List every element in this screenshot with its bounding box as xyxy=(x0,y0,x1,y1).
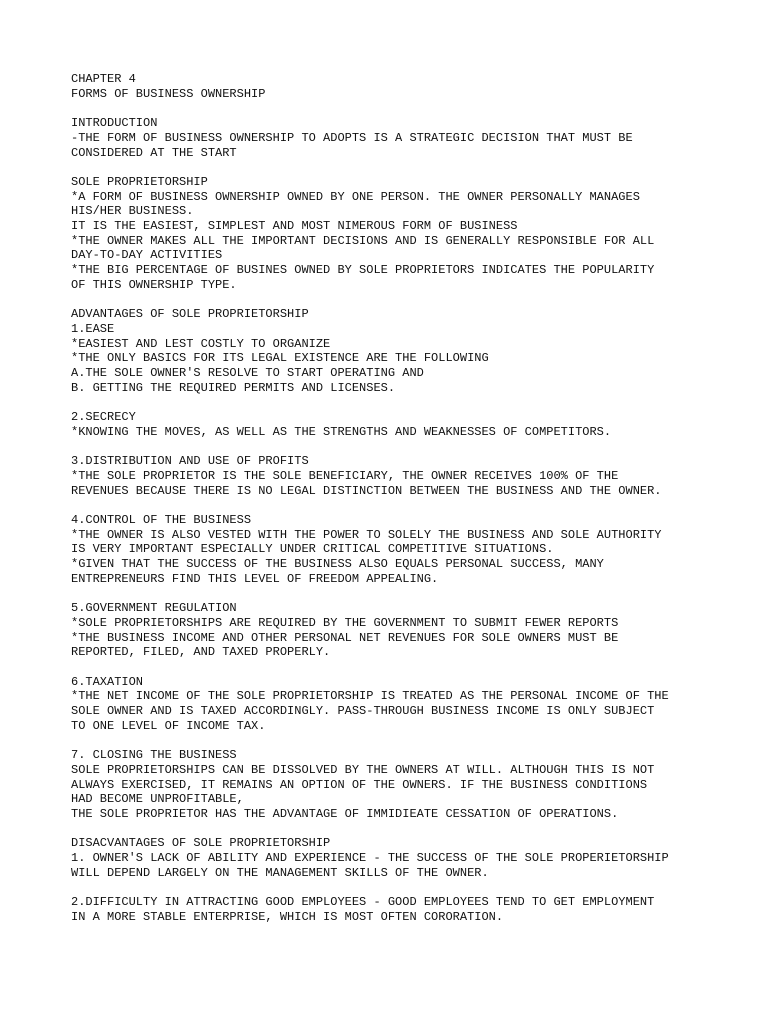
section-distribution-profits xyxy=(71,454,751,498)
text-line: OF THIS OWNERSHIP TYPE. xyxy=(71,277,237,292)
section-heading-line: CHAPTER 4 xyxy=(71,72,136,86)
text-line: SOLE PROPRIETORSHIPS CAN BE DISSOLVED BY THE OWNERS AT WILL. ALTHOUGH THIS IS NOT xyxy=(71,762,655,777)
section-chapter-heading xyxy=(71,72,751,101)
text-line: HAD BECOME UNPROFITABLE, xyxy=(71,792,244,807)
section-heading-line: 3.DISTRIBUTION AND USE OF PROFITS xyxy=(71,454,309,469)
section-disadvantages xyxy=(71,836,751,880)
text-line: *THE BIG PERCENTAGE OF BUSINES OWNED BY SOLE PROPRIETORS INDICATES THE POPULARITY xyxy=(71,263,655,278)
section-closing xyxy=(71,748,751,822)
section-heading-line: DISACVANTAGES OF SOLE PROPRIETORSHIP xyxy=(71,836,331,851)
text-line: *EASIEST AND LEST COSTLY TO ORGANIZE xyxy=(71,336,331,351)
text-line: ALWAYS EXERCISED, IT REMAINS AN OPTION OF THE OWNERS. IF THE BUSINESS CONDITIONS xyxy=(71,777,648,792)
section-heading-line: 5.GOVERNMENT REGULATION xyxy=(71,601,237,616)
section-heading-line: ADVANTAGES OF SOLE PROPRIETORSHIP xyxy=(71,307,309,322)
text-line: *SOLE PROPRIETORSHIPS ARE REQUIRED BY THE GOVERNMENT TO SUBMIT FEWER REPORTS xyxy=(71,615,619,630)
document-page xyxy=(71,72,751,939)
text-line: FORMS OF BUSINESS OWNERSHIP xyxy=(71,86,266,101)
text-line: ENTREPRENEURS FIND THIS LEVEL OF FREEDOM APPEALING. xyxy=(71,571,439,586)
text-line: *GIVEN THAT THE SUCCESS OF THE BUSINESS ALSO EQUALS PERSONAL SUCCESS, MANY xyxy=(71,557,604,572)
text-line: WILL DEPEND LARGELY ON THE MANAGEMENT SKILLS OF THE OWNER. xyxy=(71,865,489,880)
text-line: TO ONE LEVEL OF INCOME TAX. xyxy=(71,718,266,733)
section-heading-line: 6.TAXATION xyxy=(71,674,144,689)
text-line: IT IS THE EASIEST, SIMPLEST AND MOST NIMEROUS FORM OF BUSINESS xyxy=(71,219,518,233)
section-heading-line: 2.SECRECY xyxy=(71,410,136,425)
text-line: 1. OWNER'S LACK OF ABILITY AND EXPERIENCE - THE SUCCESS OF THE SOLE PROPERIETORSHIP xyxy=(71,851,669,866)
section-secrecy xyxy=(71,410,751,439)
section-heading-line: INTRODUCTION xyxy=(71,116,158,131)
text-line: SOLE OWNER AND IS TAXED ACCORDINGLY. PASS-THROUGH BUSINESS INCOME IS ONLY SUBJECT xyxy=(71,704,655,719)
text-line: *THE OWNER MAKES ALL THE IMPORTANT DECISIONS AND IS GENERALLY RESPONSIBLE FOR ALL xyxy=(71,233,655,248)
text-line: REPORTED, FILED, AND TAXED PROPERLY. xyxy=(71,645,331,660)
section-advantages-ease xyxy=(71,307,751,395)
text-line: *THE BUSINESS INCOME AND OTHER PERSONAL NET REVENUES FOR SOLE OWNERS MUST BE xyxy=(71,630,619,645)
text-line: HIS/HER BUSINESS. xyxy=(71,204,194,219)
section-heading-line: 2.DIFFICULTY IN ATTRACTING GOOD EMPLOYEES - GOOD EMPLOYEES TEND TO GET EMPLOYMENT xyxy=(71,895,655,910)
text-line: *A FORM OF BUSINESS OWNERSHIP OWNED BY ONE PERSON. THE OWNER PERSONALLY MANAGES xyxy=(71,189,640,204)
section-heading-line: 7. CLOSING THE BUSINESS xyxy=(71,748,237,763)
text-line: *THE NET INCOME OF THE SOLE PROPRIETORSHIP IS TREATED AS THE PERSONAL INCOME OF THE xyxy=(71,689,669,704)
text-line: *THE SOLE PROPRIETOR IS THE SOLE BENEFICIARY, THE OWNER RECEIVES 100% OF THE xyxy=(71,468,619,483)
text-line: *THE ONLY BASICS FOR ITS LEGAL EXISTENCE ARE THE FOLLOWING xyxy=(71,351,489,366)
section-control xyxy=(71,513,751,587)
section-heading-line: 4.CONTROL OF THE BUSINESS xyxy=(71,513,252,527)
text-line: -THE FORM OF BUSINESS OWNERSHIP TO ADOPTS IS A STRATEGIC DECISION THAT MUST BE xyxy=(71,130,633,145)
section-introduction xyxy=(71,116,751,160)
text-line: 1.EASE xyxy=(71,321,115,336)
text-line: IS VERY IMPORTANT ESPECIALLY UNDER CRITICAL COMPETITIVE SITUATIONS. xyxy=(71,542,554,557)
text-line: THE SOLE PROPRIETOR HAS THE ADVANTAGE OF IMMIDIEATE CESSATION OF OPERATIONS. xyxy=(71,807,619,822)
text-line: DAY-TO-DAY ACTIVITIES xyxy=(71,248,223,263)
text-line: REVENUES BECAUSE THERE IS NO LEGAL DISTINCTION BETWEEN THE BUSINESS AND THE OWNER. xyxy=(71,483,662,498)
text-line: *THE OWNER IS ALSO VESTED WITH THE POWER TO SOLELY THE BUSINESS AND SOLE AUTHORITY xyxy=(71,527,662,542)
text-line: A.THE SOLE OWNER'S RESOLVE TO START OPERATING AND xyxy=(71,366,424,381)
section-taxation xyxy=(71,675,751,734)
text-line: B. GETTING THE REQUIRED PERMITS AND LICENSES. xyxy=(71,380,396,395)
section-sole-proprietorship xyxy=(71,175,751,293)
text-line: IN A MORE STABLE ENTERPRISE, WHICH IS MOST OFTEN CORORATION. xyxy=(71,909,504,924)
text-line: CONSIDERED AT THE START xyxy=(71,145,237,160)
section-employees xyxy=(71,895,751,924)
section-heading-line: SOLE PROPRIETORSHIP xyxy=(71,174,208,189)
section-government-regulation xyxy=(71,601,751,660)
text-line: *KNOWING THE MOVES, AS WELL AS THE STRENGTHS AND WEAKNESSES OF COMPETITORS. xyxy=(71,424,612,439)
